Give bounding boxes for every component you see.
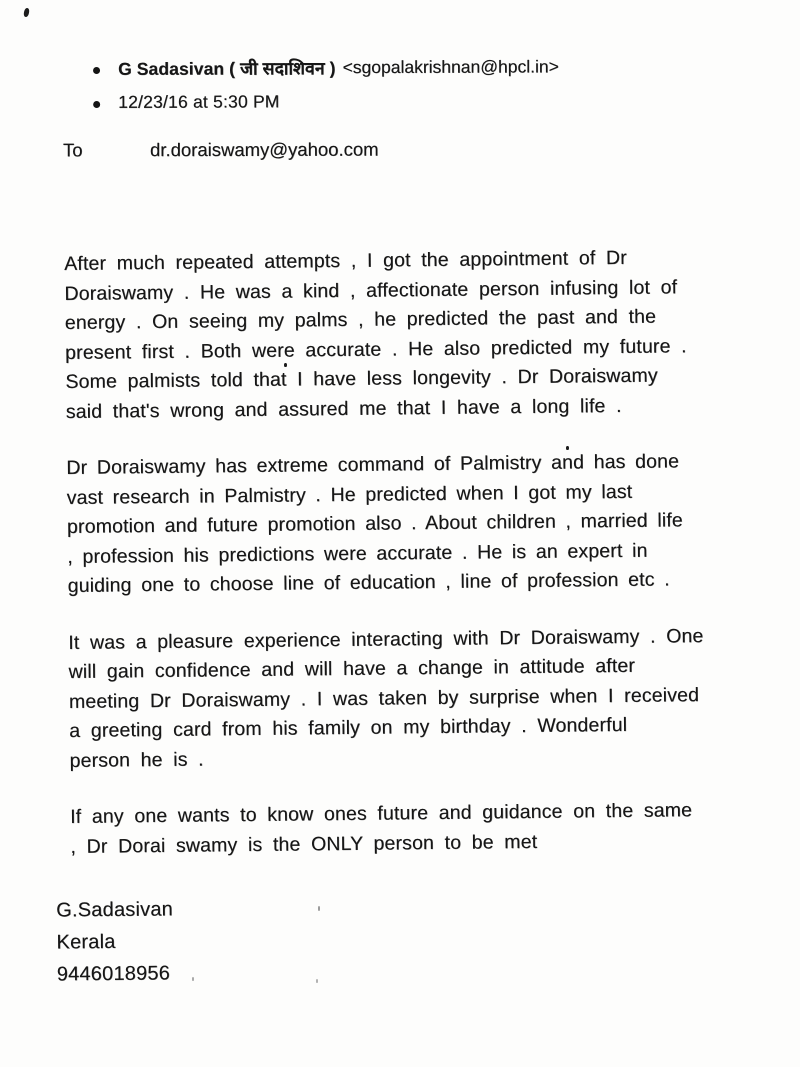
text-line: a greeting card from his family on my birthday . Wonderful <box>69 713 628 742</box>
text-line: After much repeated attempts , I got the appointment of Dr <box>64 246 627 275</box>
paragraph-3 <box>68 621 790 776</box>
sender-row <box>93 55 559 80</box>
text-line: , Dr Dorai swamy is the ONLY person to be met <box>70 830 538 858</box>
text-line: promotion and future promotion also . About children , married life <box>66 509 683 538</box>
text-line: Doraiswamy . He was a kind , affectionate person infusing lot of <box>64 275 678 305</box>
email-date: 12/23/16 at 5:30 PM <box>118 91 280 112</box>
text-line: vast research in Palmistry . He predicted when I got my last <box>66 480 633 509</box>
text-line: person he is . <box>69 748 204 772</box>
paragraph-1 <box>64 242 786 427</box>
text-line: meeting Dr Doraiswamy . I was taken by surprise when I received <box>68 683 700 713</box>
paragraph-2 <box>66 446 788 601</box>
text-line: Dr Doraiswamy has extreme command of Palmistry and has done <box>66 450 680 479</box>
date-row <box>93 89 559 114</box>
to-label: To <box>62 139 83 161</box>
email-body <box>56 242 792 991</box>
recipient-email: dr.doraiswamy@yahoo.com <box>149 138 379 161</box>
text-line: said that's wrong and assured me that I have a long life . <box>65 394 622 423</box>
bullet-icon <box>93 66 100 73</box>
scan-artifact <box>23 8 30 18</box>
text-line: present first . Both were accurate . He also predicted my future . <box>64 334 687 364</box>
text-line: It was a pleasure experience interacting with Dr Doraiswamy . One <box>68 624 704 654</box>
text-line: If any one wants to know ones future and guidance on the same <box>70 799 693 828</box>
signature-location: Kerala <box>56 930 116 954</box>
text-line: will gain confidence and will have a change in attitude after <box>68 654 636 683</box>
text-line: guiding one to choose line of education , line of profession etc . <box>67 568 670 597</box>
recipient-row <box>63 139 379 162</box>
signature-name: G.Sadasivan <box>56 898 174 922</box>
text-line: Some palmists told that I have less longevity . Dr Doraiswamy <box>65 364 658 393</box>
bullet-icon <box>93 100 100 107</box>
signature-block <box>56 888 792 991</box>
paragraph-4 <box>70 795 791 862</box>
sender-email: <sgopalakrishnan@hpcl.in> <box>342 56 559 78</box>
sender-name: G Sadasivan ( जी सदाशिवन ) <box>118 57 336 79</box>
signature-phone: 9446018956 <box>56 962 171 986</box>
text-line: , profession his predictions were accurate . He is an expert in <box>67 539 648 568</box>
email-header <box>93 55 559 125</box>
text-line: energy . On seeing my palms , he predicted the past and the <box>64 305 657 334</box>
